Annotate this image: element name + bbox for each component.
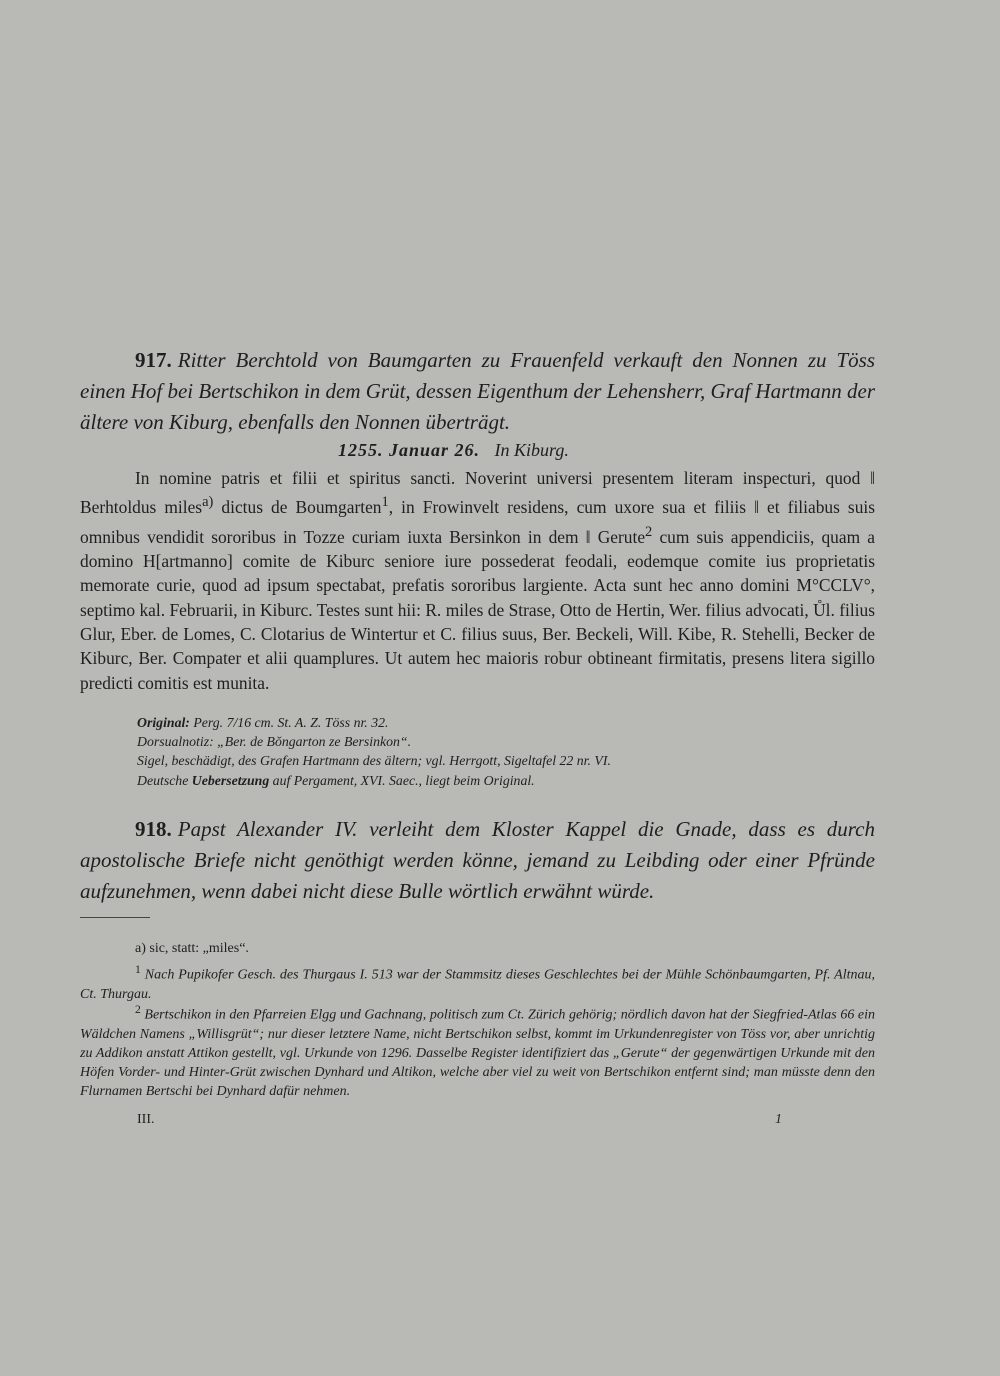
note-original xyxy=(137,713,837,732)
footnote-ref-1: 1 xyxy=(381,494,389,511)
charter-text-part: In nomine patris et filii et spiritus sancti. Noverint universi presentem literam inspecturi, quod ‖ Berhtoldus miles xyxy=(80,468,875,518)
note-original-text: Perg. 7/16 cm. St. A. Z. Töss nr. 32. xyxy=(193,715,389,730)
sheet-number: 1 xyxy=(775,1112,782,1127)
footnote-1-mark: 1 xyxy=(135,963,141,976)
entry-917-dateline xyxy=(338,440,569,461)
entry-918-regest xyxy=(80,814,875,907)
charter-text-part: cum suis appendiciis, quam a domino H[artmanno] comite de Kiburc seniore iure possederat feodali, eodemque comite ius proprietatis memorate curie, quod ad ipsum spectabat, prefatis sororibus largiente. Acta sunt hec anno domini M°CCLV°, septimo kal. Februarii, in Kiburc. Testes sunt hii: R. miles de Strase, Otto de Hertin, Wer. filius advocati, Ůl. filius Glur, Eber. de Lomes, C. Clotarius de Wintertur et C. filius suus, Ber. Beckeli, Will. Kibe, R. Stehelli, Becker de Kiburc, Ber. Compater et alii quamplures. Ut autem hec maioris robur obtineant firmitatis, presens litera sigillo predicti comitis est munita. xyxy=(80,526,875,693)
note-translation-pre: Deutsche xyxy=(137,772,192,788)
entry-918-number: 918. xyxy=(135,817,172,841)
footnote-ref-2: 2 xyxy=(645,523,653,540)
note-dorsual: Dorsualnotiz: „Ber. de Bŏngarton ze Bersinkon“. xyxy=(137,734,412,750)
footnote-2-text: Bertschikon in den Pfarreien Elgg und Gachnang, politisch zum Ct. Zürich gehörig; nördlich davon hat der Siegfried-Atlas 66 ein Wäldchen Namens „Willisgrüt“; nur dieser letztere Name, nicht Bertschikon selbst, kommt im Urkundenregister von Töss vor, aber unrichtig zu Addikon anstatt Attikon gestellt, vgl. Urkunde von 1296. Dasselbe Register identifiziert das „Gerute“ der gegenwärtigen Urkunde mit den Höfen Vorder- und Hinter-Grüt zwischen Dynhard und Altikon, welche aber viel zu weit von Bertschikon entfernt sind; man müsste denn den Flurnamen Bertschi bei Dynhard dafür nehmen. xyxy=(80,1007,875,1100)
footnote-1-text: Nach Pupikofer Gesch. des Thurgaus I. 513 war der Stammsitz dieses Geschlechtes bei der Mühle Schönbaumgarten, Pf. Altnau, Ct. Thurgau. xyxy=(80,967,876,1002)
entry-917-regest xyxy=(80,345,875,438)
entry-917-number: 917. xyxy=(135,348,172,372)
entry-917-summary: Ritter Berchtold von Baumgarten zu Frauenfeld verkauft den Nonnen zu Töss einen Hof bei Bertschikon in dem Grüt, dessen Eigenthum der Lehensherr, Graf Hartmann der ältere von Kiburg, ebenfalls den Nonnen überträgt. xyxy=(80,348,875,434)
note-original-label: Original: xyxy=(137,715,190,730)
footnote-ref-a: a) xyxy=(202,494,214,511)
footnote-2 xyxy=(80,1000,875,1102)
footnote-a-text: a) sic, statt: „miles“. xyxy=(135,941,249,956)
entry-917-date: 1255. Januar 26. xyxy=(338,440,481,460)
volume-number: III. xyxy=(137,1112,155,1127)
entry-918-summary: Papst Alexander IV. verleiht dem Kloster Kappel die Gnade, dass es durch apostolische Briefe nicht genöthigt werden könne, jemand zu Leibding oder einer Pfründe aufzunehmen, wenn dabei nicht diese Bulle wörtlich erwähnt würde. xyxy=(80,817,875,903)
note-sigel: Sigel, beschädigt, des Grafen Hartmann des ältern; vgl. Herrgott, Sigeltafel 22 nr. VI. xyxy=(137,753,611,769)
footnote-divider xyxy=(80,917,150,918)
entry-917-notes xyxy=(137,713,837,790)
entry-917-charter-text xyxy=(80,466,875,695)
charter-text-part: , in Frowinvelt residens, cum uxore sua et filiis ‖ et filiabus suis omnibus vendidit sororibus in Tozze curiam iuxta Bersinkon in dem ‖ Gerute xyxy=(80,497,875,547)
note-translation xyxy=(137,771,837,790)
charter-text-part: dictus de Boumgarten xyxy=(213,497,382,518)
entry-917-place: In Kiburg. xyxy=(494,440,569,460)
footnote-1 xyxy=(80,960,875,1004)
note-translation-label: Uebersetzung xyxy=(191,772,270,788)
note-translation-post: auf Pergament, XVI. Saec., liegt beim Original. xyxy=(269,772,535,788)
footnote-2-mark: 2 xyxy=(135,1003,141,1016)
footnote-a xyxy=(80,939,875,958)
